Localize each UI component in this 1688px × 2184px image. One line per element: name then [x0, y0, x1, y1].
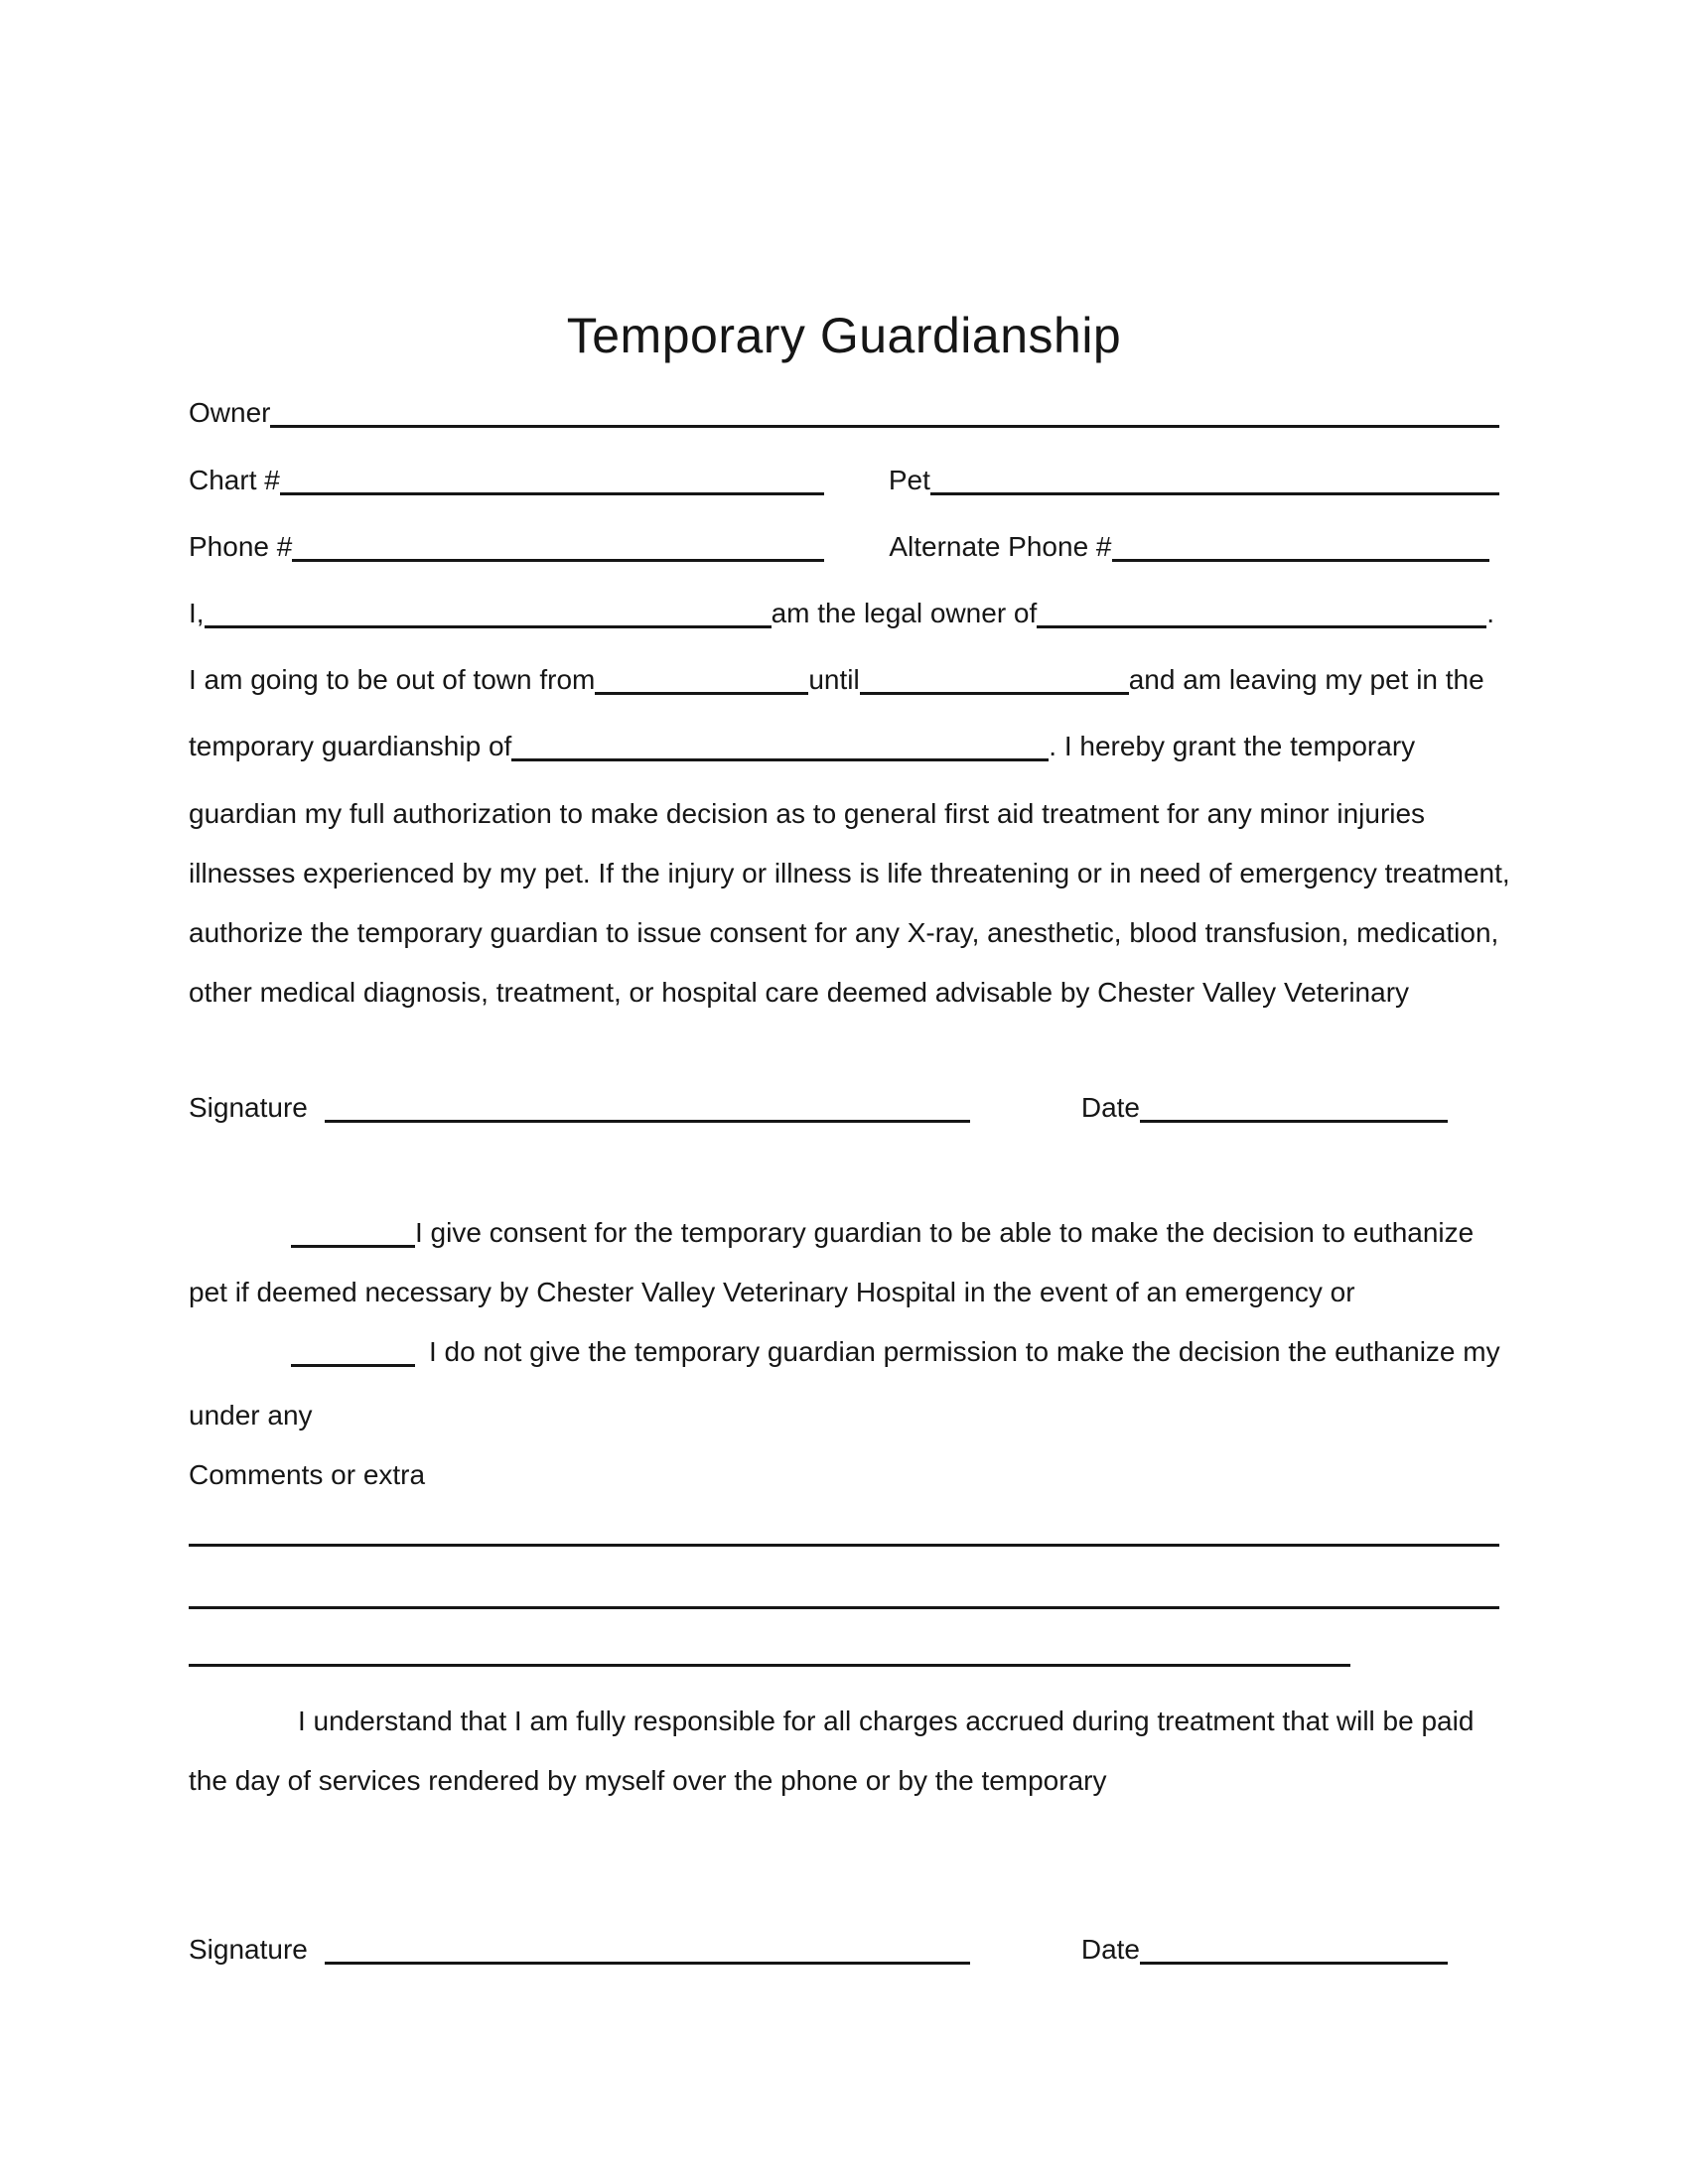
decline-text-1: I do not give the temporary guardian permission to make the decision the euthanize my: [429, 1336, 1500, 1367]
chart-number-label: Chart #: [189, 465, 280, 495]
sentence-period-label: .: [1486, 598, 1494, 628]
charges-text-2: the day of services rendered by myself over the phone or by the temporary: [189, 1765, 1107, 1796]
signature-bottom-row: [189, 1930, 1448, 1970]
signature-top-row: [189, 1088, 1448, 1128]
signature-label-top: Signature: [189, 1092, 308, 1123]
date-line-bottom[interactable]: [1140, 1962, 1448, 1965]
consent-text-2: pet if deemed necessary by Chester Valley Veterinary Hospital in the event of an emergency or: [189, 1277, 1355, 1307]
charges-text-1: I understand that I am fully responsible for all charges accrued during treatment that will be paid: [298, 1706, 1475, 1736]
comments-header-row: [189, 1455, 1499, 1495]
signature-label-bottom: Signature: [189, 1934, 308, 1965]
travel-until-date-line[interactable]: [860, 692, 1129, 695]
phone-label: Phone #: [189, 531, 293, 562]
legal-owner-label: am the legal owner of: [771, 598, 1038, 628]
signature-line-top[interactable]: [325, 1120, 970, 1123]
hereby-grant-label: . I hereby grant the temporary: [1049, 731, 1416, 761]
decline-initials-line[interactable]: [291, 1364, 415, 1367]
authorization-text-4: other medical diagnosis, treatment, or hospital care deemed advisable by Chester Valley Veterinary: [189, 977, 1410, 1008]
travel-row: [189, 660, 1499, 700]
guardianship-row: [189, 727, 1499, 766]
comments-line-2[interactable]: [189, 1606, 1499, 1609]
authorization-text-3: authorize the temporary guardian to issue consent for any X-ray, anesthetic, blood transfusion, medication,: [189, 917, 1499, 948]
travel-from-label: I am going to be out of town from: [189, 664, 596, 695]
authorization-text-1: guardian my full authorization to make decision as to general first aid treatment for any minor injuries: [189, 798, 1426, 829]
owner-row: [189, 393, 1499, 433]
owner-name-input-line[interactable]: [205, 625, 772, 628]
charges-line-2: [189, 1761, 1499, 1801]
authorization-line-2: [189, 854, 1510, 893]
legal-owner-row: [189, 594, 1494, 633]
owner-label: Owner: [189, 397, 271, 428]
phone-input-line[interactable]: [292, 559, 824, 562]
i-prefix-label: I,: [189, 598, 205, 628]
pet-name-input-line[interactable]: [1037, 625, 1486, 628]
until-label: until: [808, 664, 860, 695]
travel-from-date-line[interactable]: [595, 692, 808, 695]
date-label-top: Date: [1080, 1092, 1140, 1123]
authorization-line-1: [189, 794, 1499, 834]
date-line-top[interactable]: [1140, 1120, 1448, 1123]
leaving-pet-label: and am leaving my pet in the: [1128, 664, 1484, 695]
authorization-line-3: [189, 913, 1499, 953]
form-title: Temporary Guardianship: [566, 308, 1122, 363]
alt-phone-input-line[interactable]: [1112, 559, 1490, 562]
date-label-bottom: Date: [1080, 1934, 1140, 1965]
guardian-name-input-line[interactable]: [511, 758, 1049, 761]
consent-initials-line[interactable]: [291, 1245, 415, 1248]
pet-input-line[interactable]: [930, 492, 1499, 495]
euthanasia-consent-row: [189, 1213, 1499, 1253]
phone-row: [189, 527, 1489, 567]
euthanasia-decline-row: [189, 1332, 1499, 1372]
signature-line-bottom[interactable]: [325, 1962, 970, 1965]
comments-line-1[interactable]: [189, 1544, 1499, 1547]
euthanasia-decline-row-2: [189, 1396, 1499, 1435]
chart-pet-row: [189, 461, 1499, 500]
authorization-line-4: [189, 973, 1499, 1013]
euthanasia-consent-row-2: [189, 1273, 1499, 1312]
alt-phone-label: Alternate Phone #: [889, 531, 1112, 562]
consent-text-1: I give consent for the temporary guardian to be able to make the decision to euthanize: [415, 1217, 1475, 1248]
comments-label: Comments or extra: [189, 1459, 426, 1490]
comments-line-3[interactable]: [189, 1664, 1350, 1667]
charges-line-1: [189, 1702, 1499, 1741]
owner-input-line[interactable]: [270, 425, 1499, 428]
chart-number-input-line[interactable]: [280, 492, 824, 495]
pet-label: Pet: [888, 465, 930, 495]
authorization-text-2: illnesses experienced by my pet. If the injury or illness is life threatening or in need of emergency treatment,: [189, 858, 1510, 888]
decline-text-2: under any: [189, 1400, 313, 1431]
guardianship-of-label: temporary guardianship of: [189, 731, 512, 761]
